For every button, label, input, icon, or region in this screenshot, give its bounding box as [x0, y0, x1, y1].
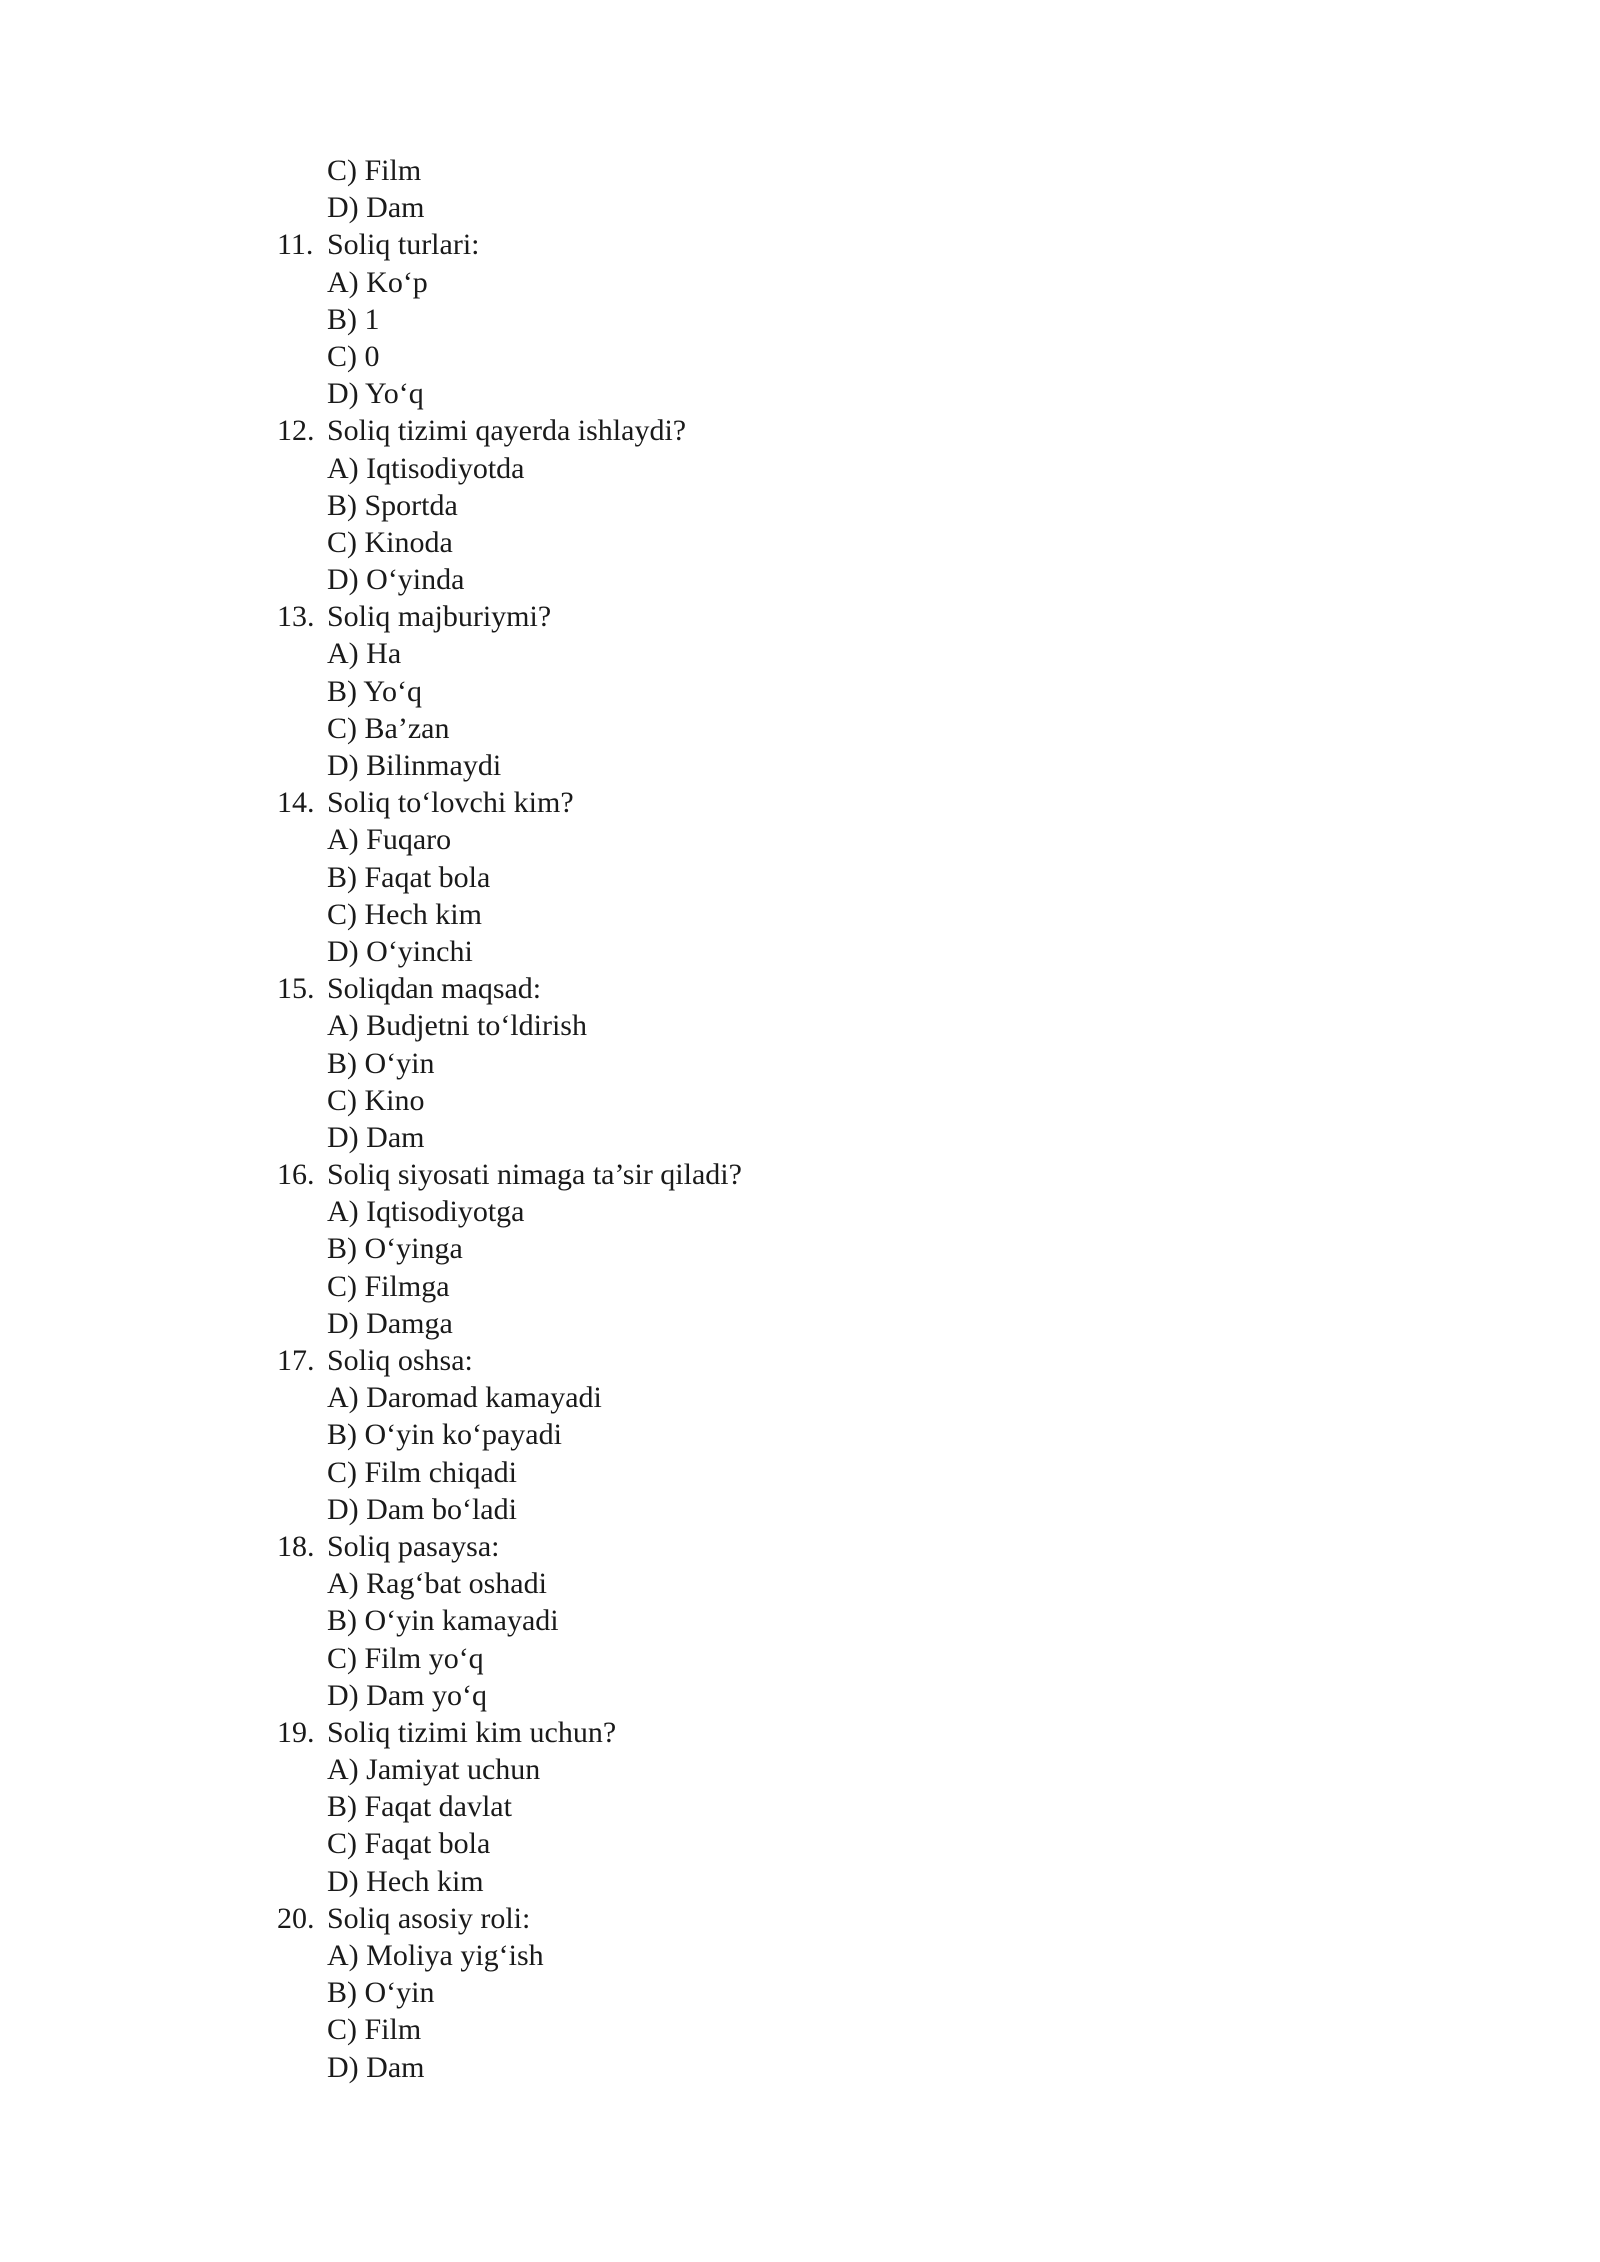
- answer-option: [277, 1677, 1377, 1714]
- option-text: Iqtisodiyotga: [366, 1195, 525, 1229]
- option-label: B): [327, 674, 357, 708]
- option-label: B): [327, 488, 357, 522]
- answer-option: [277, 1230, 1377, 1267]
- option-text: Film chiqadi: [364, 1455, 517, 1489]
- option-text: Yo‘q: [365, 377, 424, 411]
- question-number: 13.: [277, 600, 315, 634]
- option-label: D): [327, 934, 359, 968]
- option-text: Dam: [366, 2050, 425, 2084]
- option-label: B): [327, 1604, 357, 1638]
- question-item: [277, 598, 1377, 635]
- question-text: Soliqdan maqsad:: [327, 972, 542, 1006]
- option-text: Film: [364, 2013, 422, 2047]
- question-text: Soliq majburiymi?: [327, 600, 552, 634]
- option-label: C): [327, 1827, 357, 1861]
- question-item: [277, 1714, 1377, 1751]
- question-number: 14.: [277, 786, 315, 820]
- answer-option: [277, 635, 1377, 672]
- answer-option: [277, 561, 1377, 598]
- option-text: O‘yinda: [366, 563, 465, 597]
- option-text: Hech kim: [366, 1864, 484, 1898]
- option-text: Dam: [366, 1120, 425, 1154]
- question-item: [277, 1528, 1377, 1565]
- option-text: O‘yin kamayadi: [364, 1604, 559, 1638]
- answer-option: [277, 1602, 1377, 1639]
- answer-option: [277, 301, 1377, 338]
- option-text: Film yo‘q: [364, 1641, 484, 1675]
- answer-option: [277, 1379, 1377, 1416]
- answer-option: [277, 1974, 1377, 2011]
- option-text: Ha: [366, 637, 402, 671]
- question-text: Soliq tizimi qayerda ishlaydi?: [327, 414, 687, 448]
- option-label: A): [327, 823, 359, 857]
- question-number: 20.: [277, 1901, 315, 1935]
- option-text: Jamiyat uchun: [366, 1753, 541, 1787]
- question-item: [277, 784, 1377, 821]
- option-label: A): [327, 1753, 359, 1787]
- option-text: Filmga: [364, 1269, 450, 1303]
- question-item: [277, 1900, 1377, 1937]
- question-number: 17.: [277, 1344, 315, 1377]
- option-text: Faqat davlat: [364, 1790, 512, 1824]
- answer-option: [277, 1863, 1377, 1900]
- option-label: D): [327, 563, 359, 597]
- option-text: 1: [364, 302, 380, 336]
- answer-option: [277, 1416, 1377, 1453]
- option-text: O‘yinga: [364, 1232, 463, 1266]
- answer-option: [277, 2049, 1377, 2086]
- question-text: Soliq asosiy roli:: [327, 1901, 531, 1935]
- answer-option: [277, 1825, 1377, 1862]
- question-number: 16.: [277, 1158, 315, 1192]
- option-label: A): [327, 451, 359, 485]
- option-label: C): [327, 2013, 357, 2047]
- option-text: Dam bo‘ladi: [366, 1492, 517, 1526]
- option-label: A): [327, 637, 359, 671]
- question-item: [277, 226, 1377, 263]
- option-text: Rag‘bat oshadi: [366, 1567, 547, 1601]
- answer-option: [277, 933, 1377, 970]
- option-label: D): [327, 749, 359, 782]
- answer-option: [277, 1491, 1377, 1528]
- answer-option: [277, 1937, 1377, 1974]
- answer-option: [277, 450, 1377, 487]
- option-label: A): [327, 265, 359, 299]
- answer-option: [277, 1751, 1377, 1788]
- option-text: Film: [364, 154, 422, 187]
- question-item: [277, 412, 1377, 449]
- answer-option: [277, 1454, 1377, 1491]
- answer-option: [277, 710, 1377, 747]
- answer-option: [277, 152, 1377, 189]
- option-label: A): [327, 1009, 359, 1043]
- option-text: Sportda: [364, 488, 458, 522]
- option-text: Bilinmaydi: [366, 749, 502, 782]
- option-label: D): [327, 1492, 359, 1526]
- option-text: Damga: [366, 1306, 453, 1340]
- option-text: Yo‘q: [363, 674, 423, 708]
- answer-option: [277, 673, 1377, 710]
- answer-option: [277, 264, 1377, 301]
- option-text: O‘yin: [364, 1046, 435, 1080]
- option-label: B): [327, 1232, 357, 1266]
- option-label: C): [327, 1455, 357, 1489]
- answer-option: [277, 821, 1377, 858]
- option-label: C): [327, 897, 357, 931]
- option-label: A): [327, 1381, 359, 1415]
- question-text: Soliq siyosati nimaga ta’sir qiladi?: [327, 1158, 742, 1192]
- option-label: C): [327, 711, 357, 745]
- answer-option: [277, 1007, 1377, 1044]
- option-text: Faqat bola: [364, 1827, 491, 1861]
- question-number: 12.: [277, 414, 315, 448]
- question-item: [277, 1342, 1377, 1379]
- answer-option: [277, 1045, 1377, 1082]
- option-label: B): [327, 1790, 357, 1824]
- option-label: C): [327, 154, 357, 187]
- answer-option: [277, 1193, 1377, 1230]
- option-label: C): [327, 339, 357, 373]
- option-text: O‘yin ko‘payadi: [364, 1418, 562, 1452]
- option-label: A): [327, 1195, 359, 1229]
- question-number: 19.: [277, 1715, 315, 1749]
- answer-option: [277, 375, 1377, 412]
- question-number: 15.: [277, 972, 315, 1006]
- quiz-question-list: [277, 152, 1377, 2086]
- answer-option: [277, 189, 1377, 226]
- option-label: B): [327, 860, 357, 894]
- answer-option: [277, 1305, 1377, 1342]
- answer-option: [277, 1119, 1377, 1156]
- option-label: D): [327, 2050, 359, 2084]
- question-text: Soliq turlari:: [327, 228, 480, 262]
- option-label: C): [327, 1269, 357, 1303]
- option-label: A): [327, 1567, 359, 1601]
- option-label: D): [327, 1678, 359, 1712]
- option-label: D): [327, 377, 359, 411]
- option-label: D): [327, 191, 359, 225]
- question-item: [277, 1156, 1377, 1193]
- answer-option: [277, 2011, 1377, 2048]
- option-text: Ba’zan: [364, 711, 450, 745]
- option-text: Daromad kamayadi: [366, 1381, 602, 1415]
- option-text: O‘yin: [364, 1976, 435, 2010]
- option-text: Fuqaro: [366, 823, 452, 857]
- answer-option: [277, 1788, 1377, 1825]
- option-text: 0: [364, 339, 380, 373]
- question-text: Soliq oshsa:: [327, 1344, 473, 1377]
- option-label: C): [327, 1083, 357, 1117]
- option-text: Ko‘p: [366, 265, 428, 299]
- question-number: 18.: [277, 1529, 315, 1563]
- question-number: 11.: [277, 228, 314, 262]
- option-text: Faqat bola: [364, 860, 491, 894]
- answer-option: [277, 747, 1377, 784]
- answer-option: [277, 896, 1377, 933]
- option-text: Budjetni to‘ldirish: [366, 1009, 587, 1043]
- option-label: A): [327, 1939, 359, 1972]
- answer-option: [277, 1268, 1377, 1305]
- option-text: Moliya yig‘ish: [366, 1939, 544, 1972]
- option-label: C): [327, 1641, 357, 1675]
- option-label: C): [327, 525, 357, 559]
- answer-option: [277, 524, 1377, 561]
- option-label: B): [327, 302, 357, 336]
- answer-option: [277, 1640, 1377, 1677]
- option-label: B): [327, 1976, 357, 2010]
- option-text: O‘yinchi: [366, 934, 473, 968]
- option-label: D): [327, 1306, 359, 1340]
- option-text: Iqtisodiyotda: [366, 451, 525, 485]
- answer-option: [277, 1082, 1377, 1119]
- option-label: D): [327, 1864, 359, 1898]
- question-item: [277, 970, 1377, 1007]
- option-label: D): [327, 1120, 359, 1154]
- question-text: Soliq to‘lovchi kim?: [327, 786, 574, 820]
- option-label: B): [327, 1046, 357, 1080]
- option-text: Dam yo‘q: [366, 1678, 487, 1712]
- answer-option: [277, 338, 1377, 375]
- question-text: Soliq pasaysa:: [327, 1529, 500, 1563]
- answer-option: [277, 1565, 1377, 1602]
- option-label: B): [327, 1418, 357, 1452]
- question-text: Soliq tizimi kim uchun?: [327, 1715, 617, 1749]
- option-text: Kinoda: [364, 525, 453, 559]
- option-text: Dam: [366, 191, 425, 225]
- answer-option: [277, 487, 1377, 524]
- answer-option: [277, 859, 1377, 896]
- option-text: Kino: [364, 1083, 425, 1117]
- option-text: Hech kim: [364, 897, 482, 931]
